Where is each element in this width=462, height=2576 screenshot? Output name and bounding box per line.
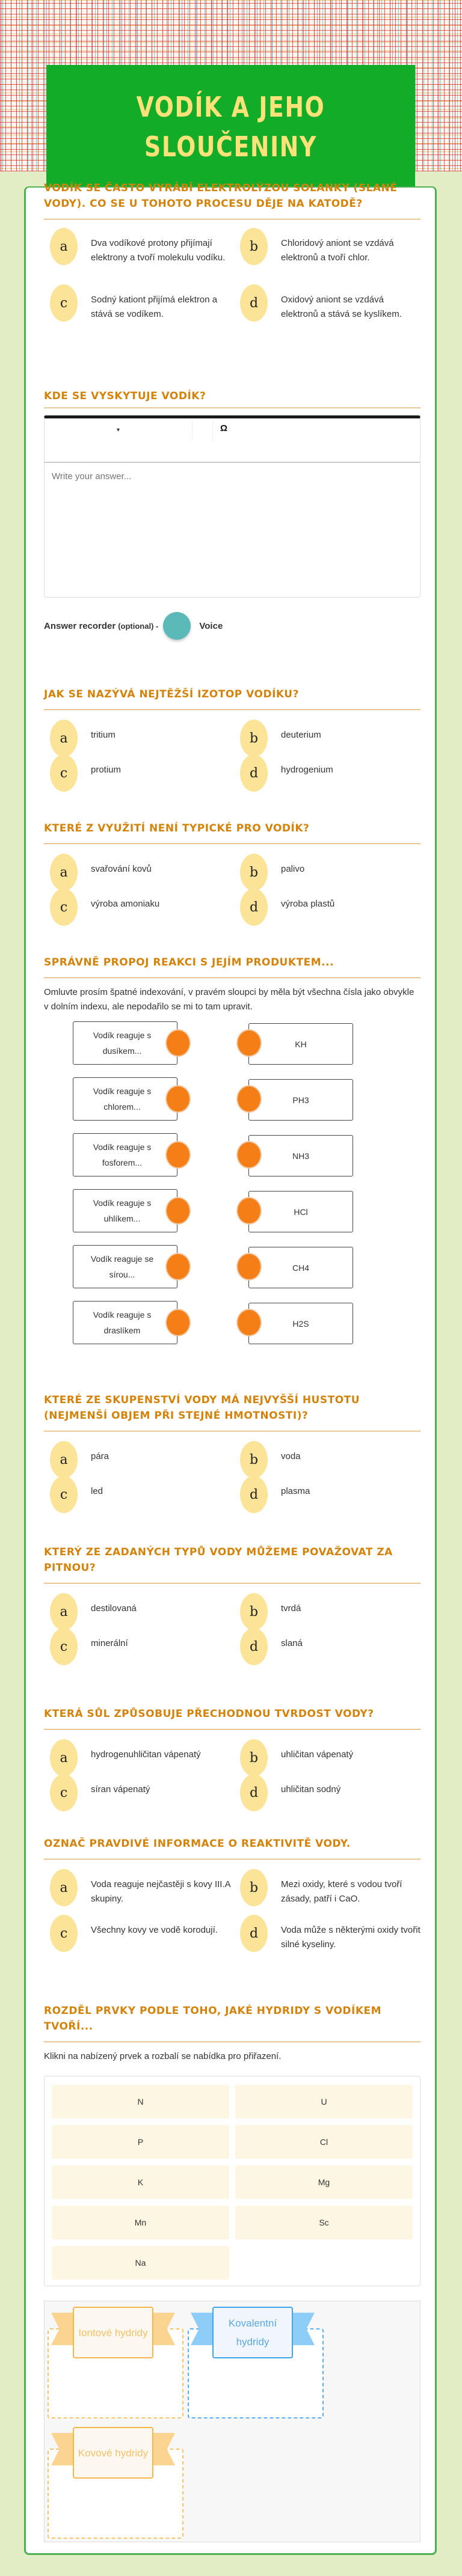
question-1 (44, 180, 420, 329)
question-5 (44, 955, 420, 1357)
match-left-item[interactable]: Vodík reaguje s fosforem... (73, 1133, 177, 1176)
option-b[interactable]: b palivo (234, 861, 420, 891)
question-title: SPRÁVNĚ PROPOJ REAKCI S JEJÍM PRODUKTEM... (44, 956, 334, 968)
page-title: VODÍK A JEHO SLOUČENINY (136, 90, 325, 163)
option-a[interactable]: a tritium (44, 727, 230, 757)
match-right-item[interactable]: KH (248, 1023, 353, 1065)
match-right-item[interactable]: H2S (248, 1303, 353, 1344)
connector-dot[interactable] (165, 1085, 191, 1113)
divider (44, 1729, 420, 1730)
element-pool (44, 2076, 420, 2286)
option-c[interactable]: c led (44, 1483, 230, 1513)
element-chip[interactable]: Na (52, 2246, 229, 2280)
option-b[interactable]: b voda (234, 1448, 420, 1478)
option-d[interactable]: d slaná (234, 1635, 420, 1665)
match-left-item[interactable]: Vodík reaguje s chlorem... (73, 1077, 177, 1121)
connector-dot[interactable] (236, 1253, 262, 1280)
element-chip[interactable]: N (52, 2085, 229, 2119)
page-header (46, 65, 415, 188)
match-right-item[interactable]: CH4 (248, 1247, 353, 1288)
question-title: VODÍK SE ČASTO VYRÁBÍ ELEKTROLÝZOU SOLANKY (SLANÉ VODY). CO SE U TOHOTO PROCESU DĚJE NA KATODĚ? (44, 182, 398, 210)
element-chip[interactable]: Mg (235, 2165, 413, 2199)
answer-recorder: Answer recorder (optional) - Voice (44, 612, 420, 640)
question-description: Omluvte prosím špatné indexování, v pravém sloupci by měla být všechna čísla jako obvykle v dolním indexu, ale nepodařilo se mi to tam upravit. (44, 987, 414, 1012)
option-a[interactable]: a Dva vodíkové protony přijímají elektrony a tvoří molekulu vodíku. (44, 235, 230, 286)
badge-c: c (50, 284, 78, 322)
option-b[interactable]: b Chloridový aniont se vzdává elektronů a tvoří chlor. (234, 235, 420, 286)
format-dropdown[interactable] (45, 418, 192, 462)
question-title: JAK SE NAZÝVÁ NEJTĚŽŠÍ IZOTOP VODÍKU? (44, 688, 299, 700)
option-a[interactable]: a hydrogenuhličitan vápenatý (44, 1746, 230, 1776)
element-chip[interactable]: Sc (235, 2206, 413, 2239)
option-d[interactable]: d plasma (234, 1483, 420, 1513)
question-description: Klikni na nabízený prvek a rozbalí se nabídka pro přiřazení. (44, 2051, 282, 2061)
option-b[interactable]: b tvrdá (234, 1600, 420, 1630)
question-8 (44, 1706, 420, 1811)
option-a[interactable]: a svařování kovů (44, 861, 230, 891)
match-left-item[interactable]: Vodík reaguje s dusíkem... (73, 1021, 177, 1065)
element-chip[interactable]: K (52, 2165, 229, 2199)
divider (44, 843, 420, 844)
match-left-item[interactable]: Vodík reaguje se sírou... (73, 1245, 177, 1288)
badge-b: b (240, 228, 268, 265)
connector-dot[interactable] (236, 1309, 262, 1336)
match-row (44, 1189, 420, 1245)
match-row (44, 1077, 420, 1133)
question-title: KTERÉ Z VYUŽITÍ NENÍ TYPICKÉ PRO VODÍK? (44, 822, 310, 834)
category-covalent-hydrides: Kovalentní hydridy (194, 2307, 311, 2340)
connector-dot[interactable] (165, 1309, 191, 1336)
question-title: KTERÝ ZE ZADANÝCH TYPŮ VODY MŮŽEME POVAŽOVAT ZA PITNOU? (44, 1546, 393, 1574)
match-left-item[interactable]: Vodík reaguje s draslíkem (73, 1301, 177, 1344)
badge-a: a (50, 228, 78, 265)
element-chip[interactable]: Mn (52, 2206, 229, 2239)
question-10 (44, 2003, 420, 2542)
connector-dot[interactable] (236, 1085, 262, 1113)
match-right-item[interactable]: HCl (248, 1191, 353, 1232)
question-title: OZNAČ PRAVDIVÉ INFORMACE O REAKTIVITĚ VODY. (44, 1838, 351, 1850)
option-b[interactable]: b Mezi oxidy, které s vodou tvoří zásady, patří i CaO. (234, 1876, 420, 1916)
matching-area (44, 1021, 420, 1357)
option-d[interactable]: d uhličitan sodný (234, 1781, 420, 1811)
option-d[interactable]: d Oxidový aniont se vzdává elektronů a stává se kyslíkem. (234, 292, 420, 323)
question-6 (44, 1392, 420, 1513)
category-area (44, 2301, 420, 2542)
match-right-item[interactable]: NH3 (248, 1135, 353, 1176)
question-3 (44, 687, 420, 792)
connector-dot[interactable] (165, 1197, 191, 1225)
divider (44, 709, 420, 710)
option-d[interactable]: d výroba plastů (234, 896, 420, 926)
option-c[interactable]: c protium (44, 762, 230, 792)
question-title: KTERÁ SŮL ZPŮSOBUJE PŘECHODNOU TVRDOST VODY? (44, 1708, 374, 1720)
question-title: KDE SE VYSKYTUJE VODÍK? (44, 390, 206, 402)
category-metallic-hydrides: Kovové hydridy (55, 2427, 171, 2461)
rich-text-editor (44, 415, 420, 598)
element-chip[interactable]: U (235, 2085, 413, 2119)
connector-dot[interactable] (236, 1141, 262, 1169)
match-row (44, 1301, 420, 1357)
divider (44, 977, 420, 978)
match-row (44, 1021, 420, 1077)
worksheet-card (24, 182, 437, 2555)
element-chip[interactable]: Cl (235, 2125, 413, 2159)
category-ionic-hydrides: Iontové hydridy (55, 2307, 171, 2340)
question-title: KTERÉ ZE SKUPENSTVÍ VODY MÁ NEJVYŠŠÍ HUSTOTU (NEJMENŠÍ OBJEM PŘI STEJNÉ HMOTNOSTI)? (44, 1394, 360, 1422)
option-c[interactable]: c výroba amoniaku (44, 896, 230, 926)
option-c[interactable]: c síran vápenatý (44, 1781, 230, 1811)
option-c[interactable]: c Sodný kationt přijímá elektron a stává se vodíkem. (44, 292, 230, 323)
toolbar-button[interactable] (192, 418, 212, 462)
connector-dot[interactable] (236, 1029, 262, 1057)
connector-dot[interactable] (165, 1141, 191, 1169)
question-title: ROZDĚL PRVKY PODLE TOHO, JAKÉ HYDRIDY S VODÍKEM TVOŘÍ... (44, 2005, 382, 2033)
chevron-down-icon: ▾ (116, 427, 120, 433)
editor-toolbar (45, 418, 420, 463)
recorder-mode: Voice (199, 620, 223, 631)
match-row (44, 1133, 420, 1189)
option-c[interactable]: c minerální (44, 1635, 230, 1665)
ribbon-tail (51, 2433, 73, 2465)
option-c[interactable]: c Všechny kovy ve vodě korodují. (44, 1922, 230, 1953)
option-b[interactable]: b deuterium (234, 727, 420, 757)
question-9 (44, 1836, 420, 1959)
question-2 (44, 388, 420, 640)
option-a[interactable]: a Voda reaguje nejčastěji s kovy III.A skupiny. (44, 1876, 230, 1916)
ribbon-tail (51, 2313, 73, 2345)
question-4 (44, 821, 420, 926)
connector-dot[interactable] (236, 1197, 262, 1225)
option-d[interactable]: d hydrogenium (234, 762, 420, 792)
match-row (44, 1245, 420, 1301)
option-a[interactable]: a pára (44, 1448, 230, 1478)
element-chip[interactable]: P (52, 2125, 229, 2159)
record-button[interactable] (163, 612, 191, 640)
badge-d: d (240, 284, 268, 322)
answer-input[interactable] (45, 463, 420, 594)
option-a[interactable]: a destilovaná (44, 1600, 230, 1630)
special-characters-button[interactable] (213, 418, 227, 462)
connector-dot[interactable] (165, 1029, 191, 1057)
option-d[interactable]: d Voda může s některými oxidy tvořit silné kyseliny. (234, 1922, 420, 1953)
connector-dot[interactable] (165, 1253, 191, 1280)
match-left-item[interactable]: Vodík reaguje s uhlíkem... (73, 1189, 177, 1232)
omega-icon: Ω (220, 423, 228, 433)
ribbon-tail (191, 2313, 212, 2345)
option-b[interactable]: b uhličitan vápenatý (234, 1746, 420, 1776)
question-7 (44, 1544, 420, 1665)
match-right-item[interactable]: PH3 (248, 1079, 353, 1121)
